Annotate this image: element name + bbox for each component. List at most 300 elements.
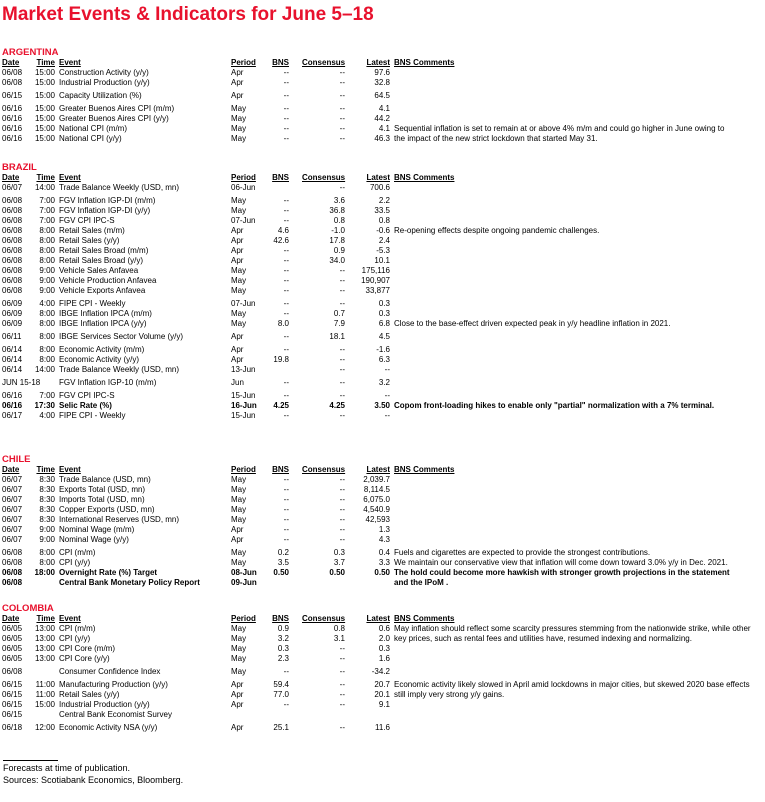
cell-p: Apr <box>231 723 244 732</box>
cell-c: -- <box>339 690 345 699</box>
table-row <box>2 236 762 246</box>
cell-b: -- <box>283 134 289 143</box>
cell-d: 06/15 <box>2 680 23 689</box>
cell-m: key prices, such as rental fees and utilities have, resumed indexing and normalizing. <box>394 634 692 643</box>
table-row <box>2 276 762 286</box>
cell-e: FGV Inflation IGP-10 (m/m) <box>59 378 157 387</box>
cell-t: 8:30 <box>39 475 55 484</box>
cell-m: Economic activity likely slowed in April amid lockdowns in major cities, but skewed 2020 base effects <box>394 680 750 689</box>
cell-e: Selic Rate (%) <box>59 401 112 410</box>
cell-e: Trade Balance Weekly (USD, mn) <box>59 183 180 192</box>
header-time: Time <box>36 173 55 182</box>
cell-p: May <box>231 124 247 133</box>
cell-l: 4.3 <box>378 535 390 544</box>
cell-l: 700.6 <box>369 183 390 192</box>
cell-t: 18:00 <box>34 568 55 577</box>
header-time: Time <box>36 58 55 67</box>
cell-d: 06/08 <box>2 256 23 265</box>
table-row <box>2 355 762 365</box>
cell-d: 06/08 <box>2 568 23 577</box>
footnote-sources: Sources: Scotiabank Economics, Bloomberg. <box>3 775 184 785</box>
cell-d: 06/09 <box>2 319 23 328</box>
cell-b: 3.2 <box>277 634 289 643</box>
cell-l: 0.50 <box>374 568 390 577</box>
cell-b: -- <box>283 114 289 123</box>
cell-p: May <box>231 475 247 484</box>
cell-p: May <box>231 505 247 514</box>
header-time: Time <box>36 614 55 623</box>
header-period: Period <box>231 173 256 182</box>
cell-p: May <box>231 634 247 643</box>
table-row <box>2 667 762 677</box>
header-consensus: Consensus <box>302 465 346 474</box>
table-row <box>2 391 762 401</box>
cell-t: 7:00 <box>39 216 55 225</box>
cell-b: 8.0 <box>277 319 289 328</box>
cell-l: 32.8 <box>374 78 390 87</box>
table-row <box>2 700 762 710</box>
table-row <box>2 183 762 193</box>
table-row <box>2 68 762 78</box>
cell-e: CPI (y/y) <box>59 634 91 643</box>
cell-p: Apr <box>231 525 244 534</box>
table-row <box>2 256 762 266</box>
cell-d: 06/08 <box>2 276 23 285</box>
cell-t: 8:00 <box>39 332 55 341</box>
cell-t: 11:00 <box>35 690 55 699</box>
table-row <box>2 723 762 733</box>
cell-c: -- <box>339 299 345 308</box>
section-brazil <box>2 163 762 421</box>
cell-d: 06/11 <box>2 332 22 341</box>
cell-e: National CPI (y/y) <box>59 134 122 143</box>
cell-e: FGV CPI IPC-S <box>59 216 115 225</box>
table-row <box>2 690 762 700</box>
cell-m: Copom front-loading hikes to enable only "partial" normalization with a 7% terminal. <box>394 401 715 410</box>
cell-b: -- <box>283 124 289 133</box>
cell-b: 59.4 <box>273 680 289 689</box>
header-bns: BNS <box>272 173 289 182</box>
cell-m: May inflation should reflect some scarcity pressures stemming from the nationwide strike, while other <box>394 624 751 633</box>
cell-b: 19.8 <box>273 355 289 364</box>
cell-p: May <box>231 266 247 275</box>
table-row <box>2 124 762 134</box>
cell-c: 0.50 <box>329 568 345 577</box>
section-chile <box>2 455 762 588</box>
cell-c: -- <box>339 495 345 504</box>
table-row <box>2 495 762 505</box>
table-row <box>2 206 762 216</box>
cell-p: Apr <box>231 246 244 255</box>
cell-t: 13:00 <box>34 654 55 663</box>
cell-e: Vehicle Sales Anfavea <box>59 266 139 275</box>
cell-b: -- <box>283 286 289 295</box>
cell-b: 3.5 <box>277 558 289 567</box>
header-event: Event <box>59 614 81 623</box>
cell-b: -- <box>283 485 289 494</box>
header-event: Event <box>59 173 81 182</box>
header-comments: BNS Comments <box>394 614 455 623</box>
cell-e: International Reserves (USD, mn) <box>59 515 180 524</box>
cell-p: May <box>231 286 247 295</box>
header-latest: Latest <box>366 58 390 67</box>
header-bns: BNS <box>272 58 289 67</box>
cell-e: Economic Activity NSA (y/y) <box>59 723 158 732</box>
cell-c: -1.0 <box>331 226 345 235</box>
cell-l: 9.1 <box>378 700 390 709</box>
header-time: Time <box>36 465 55 474</box>
cell-d: 06/05 <box>2 644 23 653</box>
cell-p: Apr <box>231 680 244 689</box>
header-period: Period <box>231 465 256 474</box>
table-row <box>2 216 762 226</box>
cell-p: May <box>231 485 247 494</box>
cell-d: 06/08 <box>2 548 23 557</box>
header-consensus: Consensus <box>302 58 346 67</box>
cell-d: 06/15 <box>2 710 23 719</box>
cell-b: -- <box>283 332 289 341</box>
cell-p: 15-Jun <box>231 411 256 420</box>
cell-c: -- <box>339 515 345 524</box>
cell-t: 8:30 <box>39 485 55 494</box>
header-date: Date <box>2 614 20 623</box>
cell-t: 4:00 <box>39 299 55 308</box>
table-row <box>2 505 762 515</box>
cell-l: -- <box>384 411 390 420</box>
cell-d: JUN 15-18 <box>2 378 41 387</box>
cell-t: 15:00 <box>34 700 55 709</box>
cell-c: -- <box>339 345 345 354</box>
cell-t: 8:00 <box>39 355 55 364</box>
cell-t: 8:00 <box>39 256 55 265</box>
cell-l: 0.3 <box>378 299 390 308</box>
cell-t: 8:00 <box>39 345 55 354</box>
cell-c: 17.8 <box>329 236 345 245</box>
cell-p: Jun <box>231 378 244 387</box>
header-latest: Latest <box>366 465 390 474</box>
table-row <box>2 104 762 114</box>
cell-e: National CPI (m/m) <box>59 124 128 133</box>
cell-c: 3.7 <box>333 558 345 567</box>
cell-p: Apr <box>231 332 244 341</box>
header-event: Event <box>59 58 81 67</box>
cell-d: 06/15 <box>2 700 23 709</box>
cell-c: -- <box>339 78 345 87</box>
cell-b: -- <box>283 196 289 205</box>
cell-t: 7:00 <box>39 391 55 400</box>
cell-l: 3.3 <box>378 558 390 567</box>
cell-l: 0.6 <box>378 624 390 633</box>
cell-d: 06/09 <box>2 309 23 318</box>
table-row <box>2 710 762 720</box>
cell-e: Greater Buenos Aires CPI (m/m) <box>59 104 175 113</box>
cell-p: Apr <box>231 68 244 77</box>
cell-b: -- <box>283 667 289 676</box>
cell-p: May <box>231 548 247 557</box>
header-consensus: Consensus <box>302 173 346 182</box>
cell-p: May <box>231 515 247 524</box>
cell-e: Capacity Utilization (%) <box>59 91 142 100</box>
cell-t: 14:00 <box>34 183 55 192</box>
cell-d: 06/16 <box>2 104 23 113</box>
cell-p: Apr <box>231 345 244 354</box>
table-row <box>2 309 762 319</box>
cell-b: -- <box>283 309 289 318</box>
cell-d: 06/08 <box>2 68 23 77</box>
cell-e: Consumer Confidence Index <box>59 667 161 676</box>
cell-m: Fuels and cigarettes are expected to provide the strongest contributions. <box>394 548 651 557</box>
cell-t: 4:00 <box>39 411 55 420</box>
cell-c: 0.9 <box>333 246 345 255</box>
cell-t: 8:00 <box>39 319 55 328</box>
table-row <box>2 266 762 276</box>
cell-p: May <box>231 114 247 123</box>
cell-c: -- <box>339 505 345 514</box>
cell-e: FIPE CPI - Weekly <box>59 411 126 420</box>
cell-b: -- <box>283 78 289 87</box>
cell-d: 06/08 <box>2 246 23 255</box>
cell-p: 13-Jun <box>231 365 256 374</box>
cell-c: 0.3 <box>333 548 345 557</box>
table-row <box>2 226 762 236</box>
table-row <box>2 485 762 495</box>
cell-e: Retail Sales Broad (y/y) <box>59 256 144 265</box>
cell-d: 06/15 <box>2 690 23 699</box>
cell-d: 06/08 <box>2 286 23 295</box>
cell-t: 15:00 <box>34 68 55 77</box>
table-row <box>2 299 762 309</box>
cell-e: Manufacturing Production (y/y) <box>59 680 168 689</box>
cell-e: CPI (m/m) <box>59 624 96 633</box>
cell-l: 10.1 <box>374 256 390 265</box>
cell-c: -- <box>339 667 345 676</box>
table-row <box>2 475 762 485</box>
cell-e: Retail Sales (y/y) <box>59 690 120 699</box>
cell-c: 0.8 <box>333 216 345 225</box>
cell-e: Central Bank Economist Survey <box>59 710 172 719</box>
cell-t: 9:00 <box>39 525 55 534</box>
cell-p: May <box>231 276 247 285</box>
cell-c: 3.1 <box>333 634 345 643</box>
table-row <box>2 401 762 411</box>
section-name: BRAZIL <box>2 162 37 173</box>
cell-c: -- <box>339 700 345 709</box>
cell-e: Nominal Wage (y/y) <box>59 535 129 544</box>
cell-b: -- <box>283 299 289 308</box>
table-row <box>2 332 762 342</box>
cell-c: -- <box>339 391 345 400</box>
cell-p: 07-Jun <box>231 299 256 308</box>
cell-c: 7.9 <box>333 319 345 328</box>
cell-e: CPI (m/m) <box>59 548 96 557</box>
cell-l: 20.1 <box>374 690 390 699</box>
cell-t: 8:30 <box>39 495 55 504</box>
cell-b: -- <box>283 391 289 400</box>
cell-l: 42,593 <box>365 515 390 524</box>
cell-b: 0.2 <box>277 548 289 557</box>
cell-t: 13:00 <box>34 634 55 643</box>
cell-t: 15:00 <box>34 91 55 100</box>
section-colombia <box>2 604 762 733</box>
cell-d: 06/16 <box>2 124 23 133</box>
cell-b: 25.1 <box>273 723 289 732</box>
cell-m: still imply very strong y/y gains. <box>394 690 505 699</box>
cell-d: 06/08 <box>2 206 23 215</box>
cell-d: 06/07 <box>2 515 23 524</box>
cell-c: -- <box>339 114 345 123</box>
cell-d: 06/05 <box>2 634 23 643</box>
cell-e: Vehicle Production Anfavea <box>59 276 157 285</box>
cell-c: -- <box>339 535 345 544</box>
cell-d: 06/07 <box>2 485 23 494</box>
cell-c: -- <box>339 68 345 77</box>
cell-b: 77.0 <box>273 690 289 699</box>
cell-t: 11:00 <box>35 680 55 689</box>
table-row <box>2 558 762 568</box>
cell-d: 06/08 <box>2 226 23 235</box>
cell-l: 46.3 <box>374 134 390 143</box>
cell-b: 0.50 <box>273 568 289 577</box>
table-row <box>2 548 762 558</box>
table-row <box>2 578 762 588</box>
table-row <box>2 411 762 421</box>
cell-e: CPI (y/y) <box>59 558 91 567</box>
cell-b: -- <box>283 345 289 354</box>
cell-b: -- <box>283 216 289 225</box>
cell-b: 4.25 <box>273 401 289 410</box>
cell-c: -- <box>339 104 345 113</box>
cell-m: the impact of the new strict lockdown that started May 31. <box>394 134 598 143</box>
cell-p: Apr <box>231 91 244 100</box>
cell-d: 06/05 <box>2 654 23 663</box>
cell-p: May <box>231 104 247 113</box>
cell-p: Apr <box>231 355 244 364</box>
header-comments: BNS Comments <box>394 173 455 182</box>
cell-l: 2.0 <box>378 634 390 643</box>
cell-e: Vehicle Exports Anfavea <box>59 286 146 295</box>
cell-p: May <box>231 206 247 215</box>
cell-c: -- <box>339 355 345 364</box>
section-name: CHILE <box>2 454 31 465</box>
cell-l: 64.5 <box>374 91 390 100</box>
cell-d: 06/09 <box>2 299 23 308</box>
page-title: Market Events & Indicators for June 5–18 <box>2 4 374 25</box>
cell-e: Exports Total (USD, mn) <box>59 485 146 494</box>
cell-b: -- <box>283 535 289 544</box>
cell-t: 15:00 <box>34 134 55 143</box>
cell-c: -- <box>339 276 345 285</box>
cell-l: 20.7 <box>374 680 390 689</box>
cell-t: 17:30 <box>34 401 55 410</box>
table-row <box>2 286 762 296</box>
cell-l: 8,114.5 <box>363 485 390 494</box>
cell-d: 06/14 <box>2 365 23 374</box>
cell-l: 33.5 <box>374 206 390 215</box>
cell-c: 0.8 <box>333 624 345 633</box>
cell-e: IBGE Services Sector Volume (y/y) <box>59 332 184 341</box>
cell-p: 08-Jun <box>231 568 257 577</box>
cell-t: 8:00 <box>39 548 55 557</box>
table-row <box>2 319 762 329</box>
cell-e: Retail Sales (m/m) <box>59 226 125 235</box>
cell-c: -- <box>339 525 345 534</box>
cell-e: Trade Balance Weekly (USD, mn) <box>59 365 180 374</box>
cell-p: Apr <box>231 236 244 245</box>
cell-b: -- <box>283 515 289 524</box>
cell-l: -5.3 <box>376 246 390 255</box>
cell-b: 2.3 <box>277 654 289 663</box>
cell-c: 0.7 <box>333 309 345 318</box>
cell-e: Central Bank Monetary Policy Report <box>59 578 200 587</box>
table-header <box>2 465 762 475</box>
cell-c: 3.6 <box>333 196 345 205</box>
cell-l: -0.6 <box>376 226 390 235</box>
cell-b: -- <box>283 206 289 215</box>
cell-m: and the IPoM . <box>394 578 449 587</box>
cell-t: 7:00 <box>39 206 55 215</box>
cell-c: -- <box>339 91 345 100</box>
cell-e: Imports Total (USD, mn) <box>59 495 145 504</box>
cell-m: Sequential inflation is set to remain at or above 4% m/m and could go higher in June owing to <box>394 124 725 133</box>
cell-d: 06/08 <box>2 558 23 567</box>
cell-p: May <box>231 495 247 504</box>
section-name: COLOMBIA <box>2 603 54 614</box>
table-row <box>2 634 762 644</box>
cell-d: 06/16 <box>2 134 23 143</box>
cell-l: 6,075.0 <box>363 495 390 504</box>
cell-l: 3.2 <box>378 378 390 387</box>
table-row <box>2 535 762 545</box>
cell-t: 8:00 <box>39 309 55 318</box>
cell-t: 8:30 <box>39 505 55 514</box>
cell-e: FGV Inflation IGP-DI (y/y) <box>59 206 151 215</box>
cell-e: Construction Activity (y/y) <box>59 68 149 77</box>
cell-t: 9:00 <box>39 276 55 285</box>
cell-l: -- <box>384 365 390 374</box>
cell-l: -1.6 <box>376 345 390 354</box>
cell-l: 2.2 <box>378 196 390 205</box>
cell-e: Retail Sales (y/y) <box>59 236 120 245</box>
header-event: Event <box>59 465 81 474</box>
section-argentina <box>2 48 762 144</box>
cell-b: -- <box>283 700 289 709</box>
cell-m: Re-opening effects despite ongoing pandemic challenges. <box>394 226 600 235</box>
cell-t: 15:00 <box>34 124 55 133</box>
cell-e: FGV Inflation IGP-DI (m/m) <box>59 196 156 205</box>
cell-m: We maintain our conservative view that inflation will come down toward 3.0% y/y in Dec. 2021. <box>394 558 728 567</box>
header-date: Date <box>2 173 20 182</box>
header-consensus: Consensus <box>302 614 346 623</box>
cell-t: 9:00 <box>39 286 55 295</box>
cell-e: Overnight Rate (%) Target <box>59 568 158 577</box>
header-period: Period <box>231 614 256 623</box>
cell-d: 06/07 <box>2 505 23 514</box>
cell-d: 06/16 <box>2 401 23 410</box>
cell-l: 190,907 <box>361 276 390 285</box>
cell-t: 12:00 <box>34 723 55 732</box>
table-row <box>2 515 762 525</box>
cell-l: 44.2 <box>374 114 390 123</box>
cell-c: -- <box>339 365 345 374</box>
cell-b: -- <box>283 276 289 285</box>
header-date: Date <box>2 465 20 474</box>
cell-b: -- <box>283 495 289 504</box>
cell-b: 4.6 <box>277 226 289 235</box>
cell-d: 06/16 <box>2 114 23 123</box>
cell-b: -- <box>283 411 289 420</box>
cell-l: 0.8 <box>378 216 390 225</box>
cell-e: Industrial Production (y/y) <box>59 78 150 87</box>
